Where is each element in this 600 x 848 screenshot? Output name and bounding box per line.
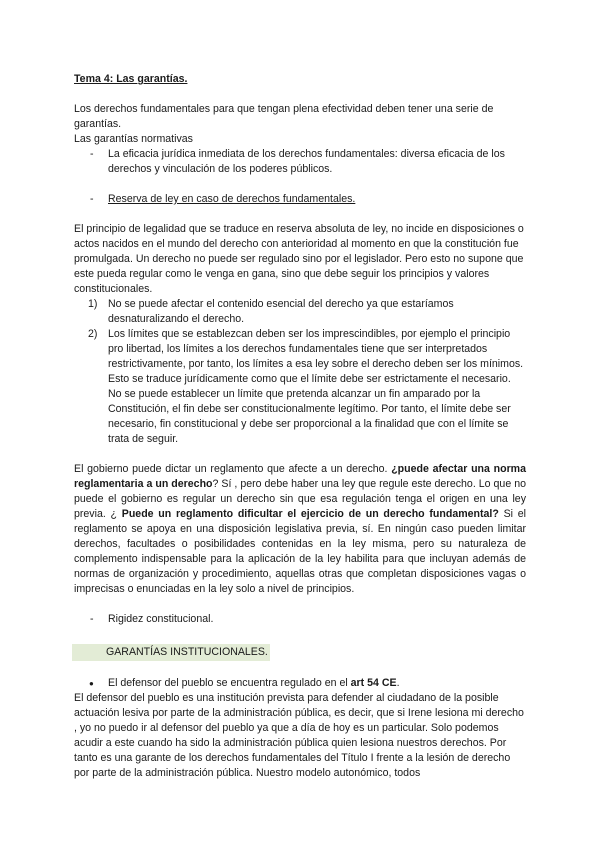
reglamento-paragraph (74, 462, 526, 597)
dash-marker: - (90, 193, 94, 205)
numbered-item-text: Los límites que se establezcan deben ser los imprescindibles, por ejemplo el principio pro libertad, los límites a los derechos fundamentales tiene que ser interpretados restrictivamente, por tanto, los límites a esa ley sobre el derecho deben ser los mínimos. Esto se traduce jurídicamente como que el límite debe ser estrictamente el necesario. No se puede establecer un límite que pretenda alcanzar un fin amparado por la Constitución, el fin debe ser constitucionalmente legítimo. Por tanto, el límite debe ser necesario, fin constitucional y debe ser proporcional a la finalidad que con el límite se trata de seguir. (108, 328, 524, 445)
dash-marker: - (90, 148, 94, 160)
reglamento-text: ? Sí , pero debe haber una ley que regule este derecho. Lo que no puede el gobierno es regular un derecho sin que esa regulación tenga el origen en una ley previa. ¿ (74, 478, 526, 520)
reglamento-question: Puede un reglamento dificultar el ejercicio de un derecho fundamental? (121, 508, 499, 520)
defensor-paragraph: El defensor del pueblo es una institución prevista para defender al ciudadano de la posible actuación lesiva por parte de la administración pública, es decir, que si Irene lesiona mi derecho , yo no puedo ir al defensor del pueblo ya que a día de hoy es un particular. Solo podemos acudir a este cuando ha sido la administración pública quien lesiona nuestros derechos. Por tanto es una garante de los derechos fundamentales del Título I frente a la lesión de derecho por parte de la administración pública. Nuestro modelo autonómico, todos (74, 692, 524, 779)
number-marker: 2) (88, 328, 98, 340)
bullet-end: . (396, 677, 400, 689)
reglamento-text: El gobierno puede dictar un reglamento que afecte a un derecho. (74, 463, 392, 475)
reglamento-text: Si el reglamento se apoya en una disposición legislativa previa, sí. En ningún caso pueden limitar derechos, facultades o posibilidades contenidas en la ley misma, pero su naturaleza de complemento indispensable para la aplicación de la ley habilita para que incluyan además de normas de organización y procedimiento, aquellas otras que completan disposiciones vagas o imprecisas o enunciadas en la ley solo a nivel de principios. (74, 508, 526, 595)
dash-item-text: Reserva de ley en caso de derechos fundamentales. (108, 193, 356, 205)
dash-list-item (74, 612, 526, 627)
bullet-bold-text: art 54 CE (350, 677, 397, 689)
dash-list-item (74, 147, 526, 177)
dash-item-text: La eficacia jurídica inmediata de los derechos fundamentales: diversa eficacia de los derechos y vinculación de los poderes públicos. (108, 148, 505, 175)
legalidad-paragraph: El principio de legalidad que se traduce en reserva absoluta de ley, no incide en disposiciones o actos nacidos en el mundo del derecho con anterioridad al momento en que la constitución fue promulgada. Un derecho no puede ser regulado sino por el legislador. Pero esto no supone que este pueda regular como le venga en gana, sino que debe seguir los principios y valores constitucionales. (74, 223, 524, 295)
numbered-item-text: No se puede afectar el contenido esencial del derecho ya que estaríamos desnaturalizando el derecho. (108, 298, 454, 325)
dash-marker: - (90, 613, 94, 625)
intro-paragraph: Los derechos fundamentales para que tengan plena efectividad deben tener una serie de garantías. (74, 103, 494, 130)
section-heading-line (74, 644, 526, 661)
reglamento-question: ¿puede afectar una norma reglamentaria a un derecho (74, 463, 526, 490)
page-title: Tema 4: Las garantías. (74, 73, 188, 85)
bullet-marker: ● (89, 679, 94, 688)
dash-item-text: Rigidez constitucional. (108, 613, 214, 625)
intro-subheading: Las garantías normativas (74, 133, 193, 145)
dash-list-item (74, 192, 526, 207)
bullet-list-item (74, 676, 526, 691)
numbered-list-item (74, 297, 526, 327)
section-heading: GARANTÍAS INSTITUCIONALES. (72, 644, 270, 661)
document-page (74, 72, 526, 781)
numbered-list-item (74, 327, 526, 447)
number-marker: 1) (88, 298, 98, 310)
bullet-text: El defensor del pueblo se encuentra regulado en el (108, 677, 351, 689)
